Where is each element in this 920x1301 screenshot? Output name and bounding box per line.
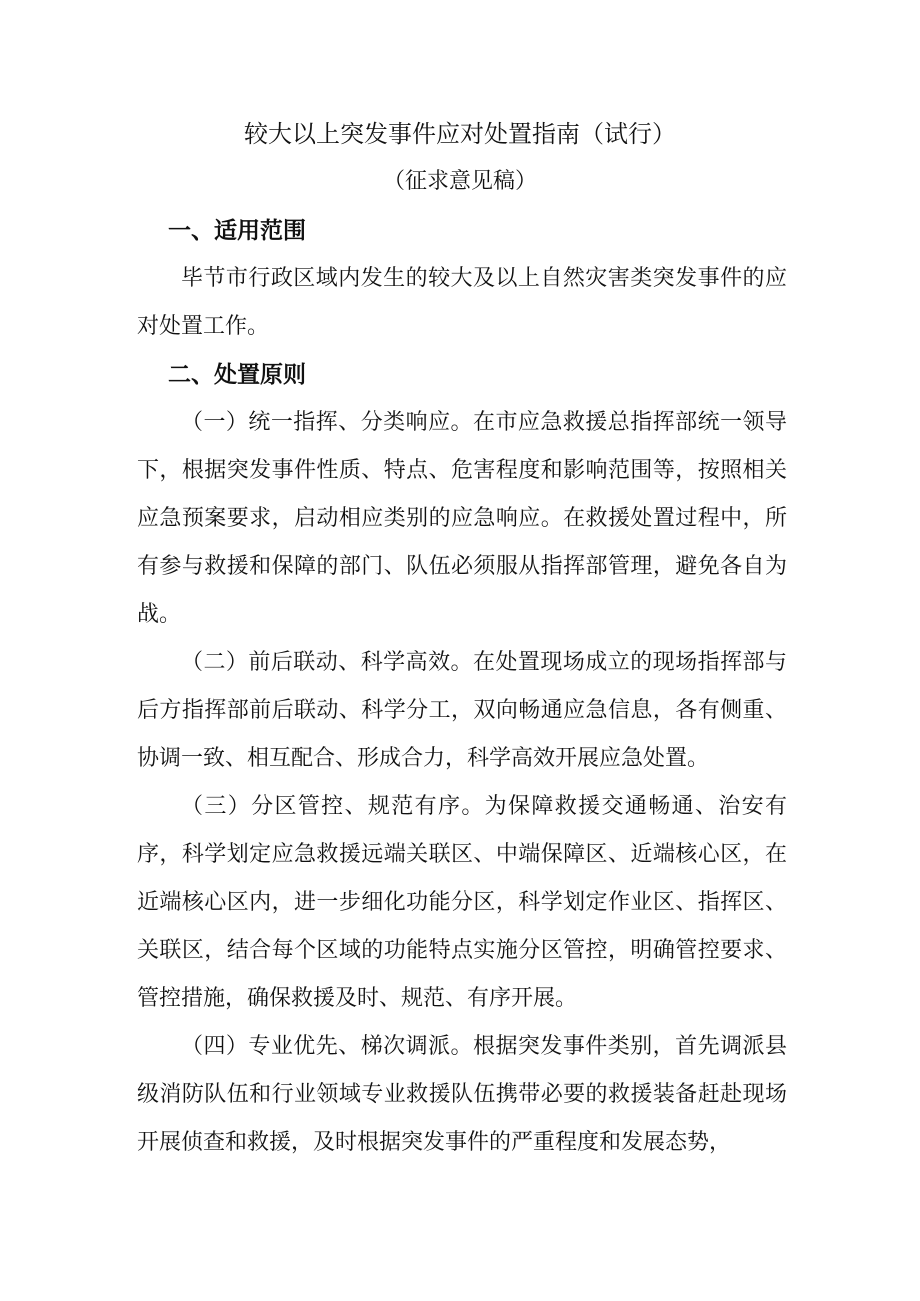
paragraph-principle-3: （三）分区管控、规范有序。为保障救援交通畅通、治安有序，科学划定应急救援远端关联区、中端保障区、近端核心区，在近端核心区内，进一步细化功能分区，科学划定作业区、指挥区、关联区，结合每个区域的功能特点实施分区管控，明确管控要求、管控措施，确保救援及时、规范、有序开展。 (137, 794, 787, 1011)
paragraph-principle-1: （一）统一指挥、分类响应。在市应急救援总指挥部统一领导下，根据突发事件性质、特点、危害程度和影响范围等，按照相关应急预案要求，启动相应类别的应急响应。在救援处置过程中，所有参与救援和保障的部门、队伍必须服从指挥部管理，避免各自为战。 (137, 410, 787, 627)
document-subtitle: （征求意见稿） (382, 169, 537, 194)
paragraph-principle-2: （二）前后联动、科学高效。在处置现场成立的现场指挥部与后方指挥部前后联动、科学分工，双向畅通应急信息，各有侧重、协调一致、相互配合、形成合力，科学高效开展应急处置。 (137, 650, 787, 771)
document-body (137, 207, 787, 1167)
section-heading-principles: 二、处置原则 (168, 362, 306, 388)
document-title: 较大以上突发事件应对处置指南（试行） (244, 120, 676, 148)
paragraph-scope: 毕节市行政区域内发生的较大及以上自然灾害类突发事件的应对处置工作。 (137, 266, 787, 339)
section-heading-scope: 一、适用范围 (168, 218, 306, 244)
paragraph-principle-4: （四）专业优先、梯次调派。根据突发事件类别，首先调派县级消防队伍和行业领域专业救援队伍携带必要的救援装备赶赴现场开展侦查和救援，及时根据突发事件的严重程度和发展态势， (137, 1034, 787, 1155)
